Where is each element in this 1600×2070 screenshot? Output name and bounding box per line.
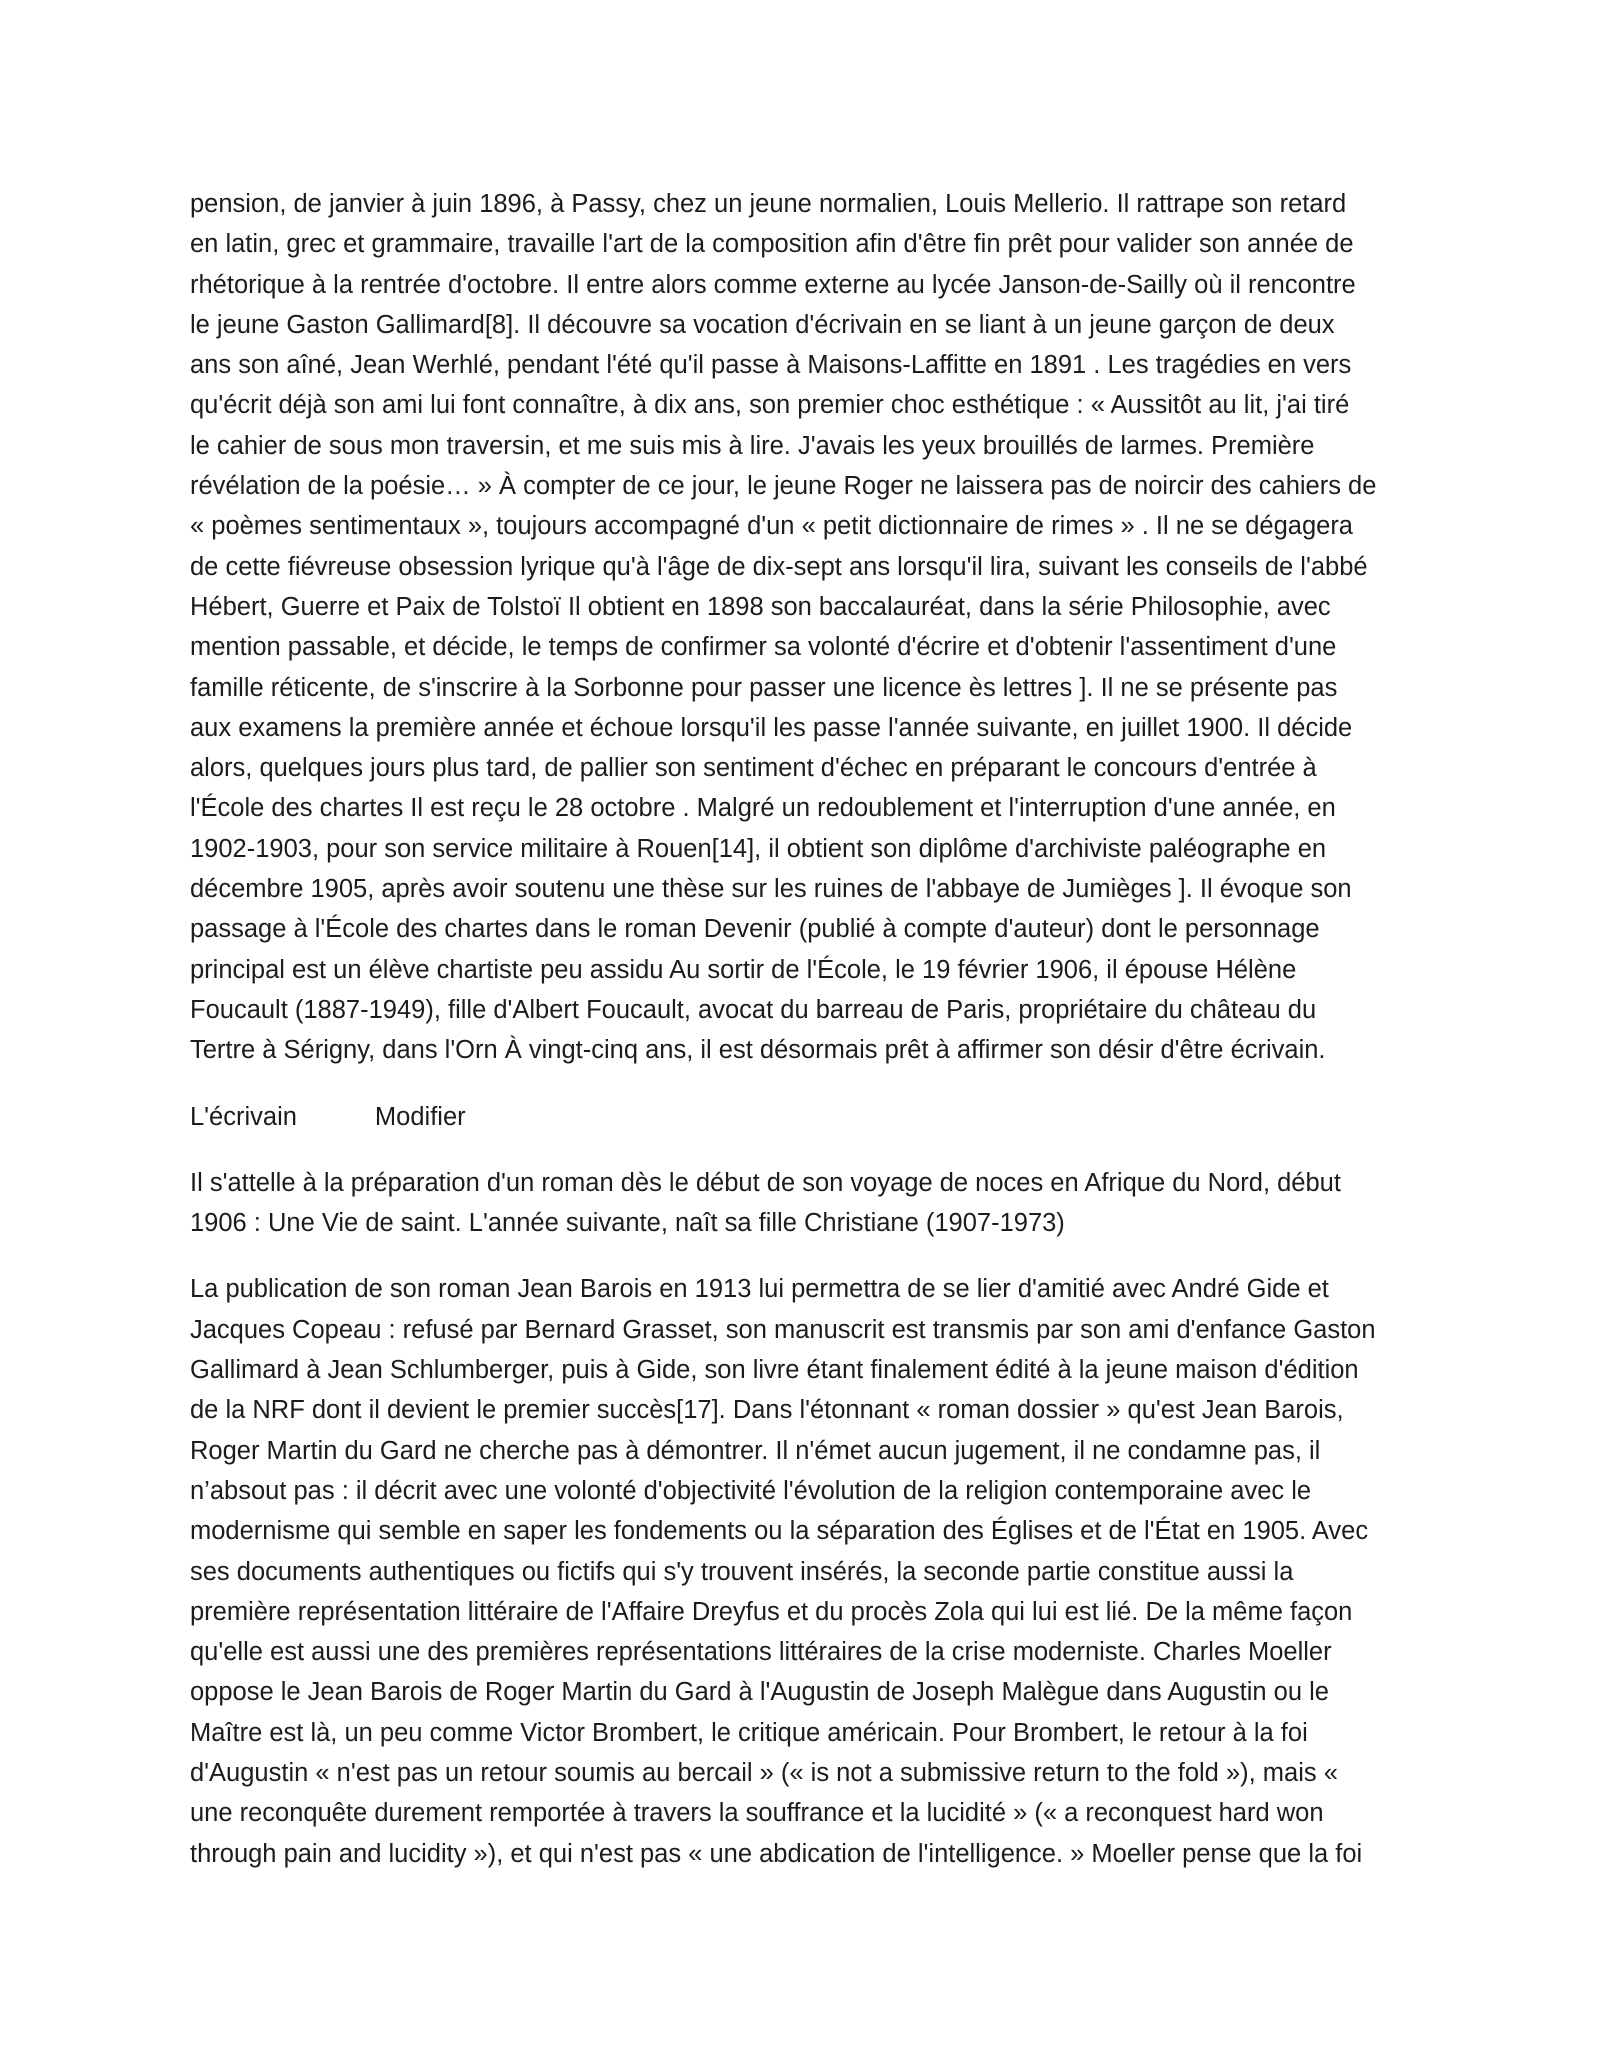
text-line: révélation de la poésie… » À compter de ce jour, le jeune Roger ne laissera pas de noircir des cahiers de bbox=[190, 472, 1377, 501]
text-line: passage à l'École des chartes dans le roman Devenir (publié à compte d'auteur) dont le personnage bbox=[190, 915, 1320, 944]
text-line: qu'elle est aussi une des premières représentations littéraires de la crise moderniste. Charles Moeller bbox=[190, 1638, 1332, 1667]
document-page bbox=[190, 184, 1420, 1900]
text-line: Il s'attelle à la préparation d'un roman dès le début de son voyage de noces en Afrique du Nord, début bbox=[190, 1168, 1341, 1197]
paragraph-jean-barois bbox=[190, 1269, 1420, 1873]
text-line: alors, quelques jours plus tard, de pallier son sentiment d'échec en préparant le concours d'entrée à bbox=[190, 754, 1317, 783]
text-line: Maître est là, un peu comme Victor Brombert, le critique américain. Pour Brombert, le retour à la foi bbox=[190, 1718, 1308, 1747]
paragraph-honeymoon bbox=[190, 1163, 1420, 1244]
text-line: une reconquête durement remportée à travers la souffrance et la lucidité » (« a reconquest hard won bbox=[190, 1799, 1324, 1828]
text-line: ans son aîné, Jean Werhlé, pendant l'été qu'il passe à Maisons-Laffitte en 1891 . Les tragédies en vers bbox=[190, 351, 1352, 380]
text-line: en latin, grec et grammaire, travaille l'art de la composition afin d'être fin prêt pour valider son année de bbox=[190, 230, 1354, 259]
text-line: La publication de son roman Jean Barois en 1913 lui permettra de se lier d'amitié avec André Gide et bbox=[190, 1275, 1329, 1304]
text-line: Jacques Copeau : refusé par Bernard Grasset, son manuscrit est transmis par son ami d'enfance Gaston bbox=[190, 1315, 1376, 1344]
text-line: famille réticente, de s'inscrire à la Sorbonne pour passer une licence ès lettres ]. Il ne se présente pas bbox=[190, 673, 1338, 702]
text-line: ses documents authentiques ou fictifs qui s'y trouvent insérés, la seconde partie constitue aussi la bbox=[190, 1557, 1294, 1586]
text-line: l'École des chartes Il est reçu le 28 octobre . Malgré un redoublement et l'interruption d'une année, en bbox=[190, 794, 1336, 823]
text-line: modernisme qui semble en saper les fondements ou la séparation des Églises et de l'État en 1905. Avec bbox=[190, 1517, 1369, 1546]
text-line: 1906 : Une Vie de saint. L'année suivante, naît sa fille Christiane (1907-1973) bbox=[190, 1209, 1065, 1238]
text-line: Roger Martin du Gard ne cherche pas à démontrer. Il n'émet aucun jugement, il ne condamne pas, il bbox=[190, 1436, 1321, 1465]
text-line: Foucault (1887-1949), fille d'Albert Foucault, avocat du barreau de Paris, propriétaire du château du bbox=[190, 995, 1317, 1024]
text-line: le jeune Gaston Gallimard[8]. Il découvre sa vocation d'écrivain en se liant à un jeune garçon de deux bbox=[190, 310, 1335, 339]
text-line: qu'écrit déjà son ami lui font connaître, à dix ans, son premier choc esthétique : « Aussitôt au lit, j'ai tiré bbox=[190, 391, 1350, 420]
text-line: Gallimard à Jean Schlumberger, puis à Gide, son livre étant finalement édité à la jeune maison d'édition bbox=[190, 1356, 1359, 1385]
text-line: Hébert, Guerre et Paix de Tolstoï Il obtient en 1898 son baccalauréat, dans la série Philosophie, avec bbox=[190, 592, 1331, 621]
text-line: le cahier de sous mon traversin, et me suis mis à lire. J'avais les yeux brouillés de larmes. Première bbox=[190, 431, 1315, 460]
text-line: pension, de janvier à juin 1896, à Passy, chez un jeune normalien, Louis Mellerio. Il rattrape son retard bbox=[190, 190, 1347, 218]
text-line: première représentation littéraire de l'Affaire Dreyfus et du procès Zola qui lui est lié. De la même façon bbox=[190, 1597, 1353, 1626]
text-line: oppose le Jean Barois de Roger Martin du Gard à l'Augustin de Joseph Malègue dans Augustin ou le bbox=[190, 1678, 1329, 1707]
text-line: de la NRF dont il devient le premier succès[17]. Dans l'étonnant « roman dossier » qu'est Jean Barois, bbox=[190, 1396, 1344, 1425]
text-line: « poèmes sentimentaux », toujours accompagné d'un « petit dictionnaire de rimes » . Il ne se dégagera bbox=[190, 512, 1353, 541]
text-line: n’absout pas : il décrit avec une volonté d'objectivité l'évolution de la religion contemporaine avec le bbox=[190, 1476, 1312, 1505]
text-line: through pain and lucidity »), et qui n'est pas « une abdication de l'intelligence. » Moeller pense que la foi bbox=[190, 1839, 1363, 1868]
text-line: 1902-1903, pour son service militaire à Rouen[14], il obtient son diplôme d'archiviste paléographe en bbox=[190, 834, 1327, 863]
text-line: Tertre à Sérigny, dans l'Orn À vingt-cinq ans, il est désormais prêt à affirmer son désir d'être écrivain. bbox=[190, 1036, 1326, 1065]
text-line: rhétorique à la rentrée d'octobre. Il entre alors comme externe au lycée Janson-de-Sailly où il rencontre bbox=[190, 270, 1356, 299]
text-line: principal est un élève chartiste peu assidu Au sortir de l'École, le 19 février 1906, il épouse Hélène bbox=[190, 955, 1297, 984]
text-line: de cette fiévreuse obsession lyrique qu'à l'âge de dix-sept ans lorsqu'il lira, suivant les conseils de l'abbé bbox=[190, 552, 1368, 581]
text-line: décembre 1905, après avoir soutenu une thèse sur les ruines de l'abbaye de Jumièges ]. Il évoque son bbox=[190, 875, 1352, 904]
paragraph-early-life bbox=[190, 184, 1420, 1071]
edit-section-link[interactable]: Modifier bbox=[374, 1102, 466, 1131]
section-heading-title: L'écrivain bbox=[190, 1102, 297, 1131]
section-heading bbox=[190, 1097, 1420, 1137]
text-line: mention passable, et décide, le temps de confirmer sa volonté d'écrire et d'obtenir l'assentiment d'une bbox=[190, 633, 1337, 662]
text-line: aux examens la première année et échoue lorsqu'il les passe l'année suivante, en juillet 1900. Il décide bbox=[190, 713, 1353, 742]
text-line: d'Augustin « n'est pas un retour soumis au bercail » (« is not a submissive return to the fold »), mais « bbox=[190, 1758, 1338, 1787]
